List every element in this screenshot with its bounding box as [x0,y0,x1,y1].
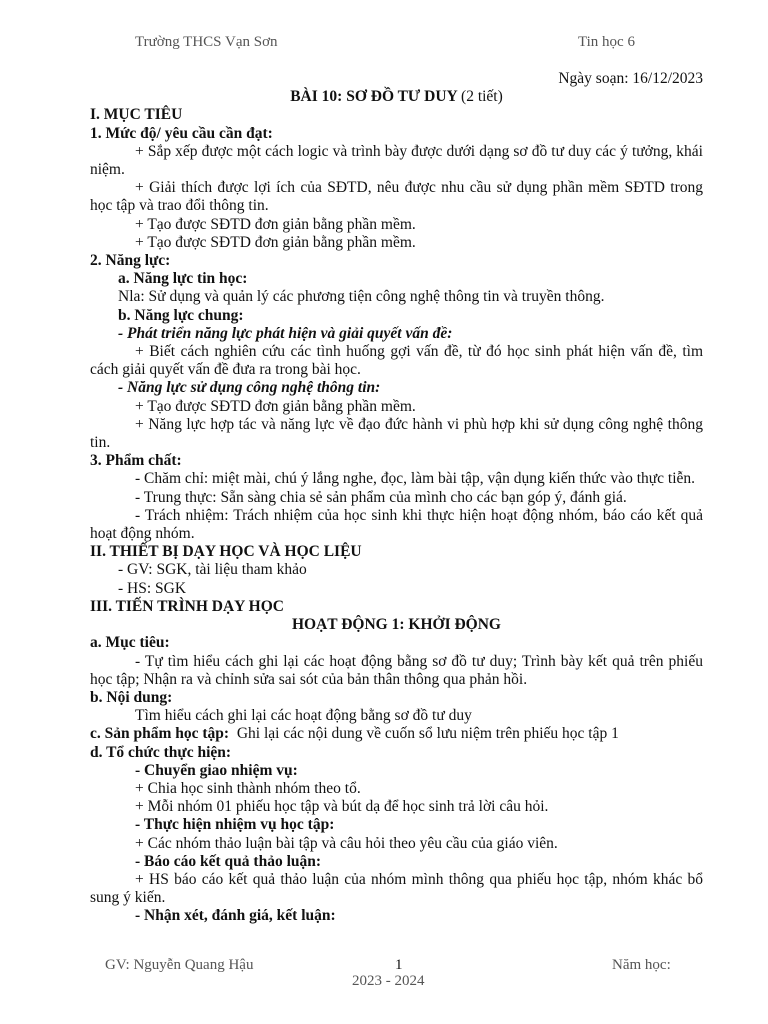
general-competence-heading: b. Năng lực chung: [118,306,244,324]
footer-teacher: GV: Nguyễn Quang Hậu [105,957,254,973]
assign-task-heading: - Chuyển giao nhiệm vụ: [135,761,298,779]
it-competence-text: Nla: Sử dụng và quản lý các phương tiện công nghệ thông tin và truyền thông. [118,288,605,306]
section-2-heading: II. THIẾT BỊ DẠY HỌC VÀ HỌC LIỆU [90,543,362,561]
footer-year-label: Năm học: [612,957,671,973]
perform-task-heading: - Thực hiện nhiệm vụ học tập: [135,816,335,834]
title-sub: (2 tiết) [461,88,503,106]
content-heading: b. Nội dung: [90,688,173,706]
assign-task-item: + Chia học sinh thành nhóm theo tổ. [135,779,361,797]
section-1-heading: I. MỤC TIÊU [90,106,183,124]
section-1-1-heading: 1. Mức độ/ yêu cầu cần đạt: [90,124,273,142]
goal-heading: a. Mục tiêu: [90,634,170,652]
objective-item: + Sắp xếp được một cách logic và trình bày được dưới dạng sơ đồ tư duy các ý tưởng, khái niệm. [90,142,703,179]
activity-heading: HOẠT ĐỘNG 1: KHỞI ĐỘNG [292,616,501,634]
perform-task-item: + Các nhóm thảo luận bài tập và câu hỏi theo yêu cầu của giáo viên. [135,834,558,852]
ict-item: + Tạo được SĐTD đơn giản bằng phần mềm. [135,397,416,415]
document-body [90,70,703,926]
section-3-heading: III. TIẾN TRÌNH DẠY HỌC [90,597,284,615]
footer-year: 2023 - 2024 [352,973,425,989]
equipment-item: - GV: SGK, tài liệu tham khảo [118,561,307,579]
header-school: Trường THCS Vạn Sơn [135,34,278,50]
report-text: + HS báo cáo kết quả thảo luận của nhóm mình thông qua phiếu học tập, nhóm khác bổ sung ý kiến. [90,870,703,907]
quality-item: - Trách nhiệm: Trách nhiệm của học sinh khi thực hiện hoạt động nhóm, báo cáo kết quả hoạt động nhóm. [90,506,703,543]
quality-item: - Trung thực: Sẵn sàng chia sẻ sản phẩm của mình cho các bạn góp ý, đánh giá. [135,488,627,506]
problem-solving-heading: - Phát triển năng lực phát hiện và giải quyết vấn đề: [118,324,453,342]
product-line [90,725,703,743]
report-heading: - Báo cáo kết quả thảo luận: [135,852,322,870]
it-competence-heading: a. Năng lực tin học: [118,270,248,288]
quality-item: - Chăm chỉ: miệt mài, chú ý lắng nghe, đọc, làm bài tập, vận dụng kiến thức vào thực tiễn. [135,470,696,488]
equipment-item: - HS: SGK [118,579,187,597]
page-number: 1 [395,957,403,973]
content-text: Tìm hiểu cách ghi lại các hoạt động bằng sơ đồ tư duy [135,707,472,725]
ict-competence-heading: - Năng lực sử dụng công nghệ thông tin: [118,379,381,397]
organization-heading: d. Tổ chức thực hiện: [90,743,232,761]
lesson-title [90,88,703,106]
product-heading: c. Sản phẩm học tập: [90,725,230,743]
ict-item: + Năng lực hợp tác và năng lực về đạo đức hành vi phù hợp khi sử dụng công nghệ thông tin. [90,415,703,452]
problem-solving-text: + Biết cách nghiên cứu các tình huống gợi vấn đề, từ đó học sinh phát hiện vấn đề, tìm cách giải quyết vấn đề đưa ra trong bài học. [90,343,703,379]
section-1-2-heading: 2. Năng lực: [90,252,171,270]
assign-task-item: + Mỗi nhóm 01 phiếu học tập và bút dạ để học sinh trả lời câu hỏi. [135,798,549,816]
section-1-3-heading: 3. Phẩm chất: [90,452,182,470]
objective-item: + Giải thích được lợi ích của SĐTD, nêu được nhu cầu sử dụng phần mềm SĐTD trong học tập và trao đổi thông tin. [90,179,703,215]
date-line: Ngày soạn: 16/12/2023 [558,70,703,87]
goal-text: - Tự tìm hiểu cách ghi lại các hoạt động bằng sơ đồ tư duy; Trình bày kết quả trên phiếu học tập; Nhận ra và chỉnh sửa sai sót của bản thân thông qua phản hồi. [90,652,703,688]
title-main: BÀI 10: SƠ ĐỒ TƯ DUY [290,88,458,106]
objective-item: + Tạo được SĐTD đơn giản bằng phần mềm. [135,233,416,251]
product-text: Ghi lại các nội dung về cuốn sổ lưu niệm trên phiếu học tập 1 [229,725,619,743]
assessment-heading: - Nhận xét, đánh giá, kết luận: [135,907,336,925]
header-subject: Tin học 6 [578,34,635,50]
objective-item: + Tạo được SĐTD đơn giản bằng phần mềm. [135,215,416,233]
